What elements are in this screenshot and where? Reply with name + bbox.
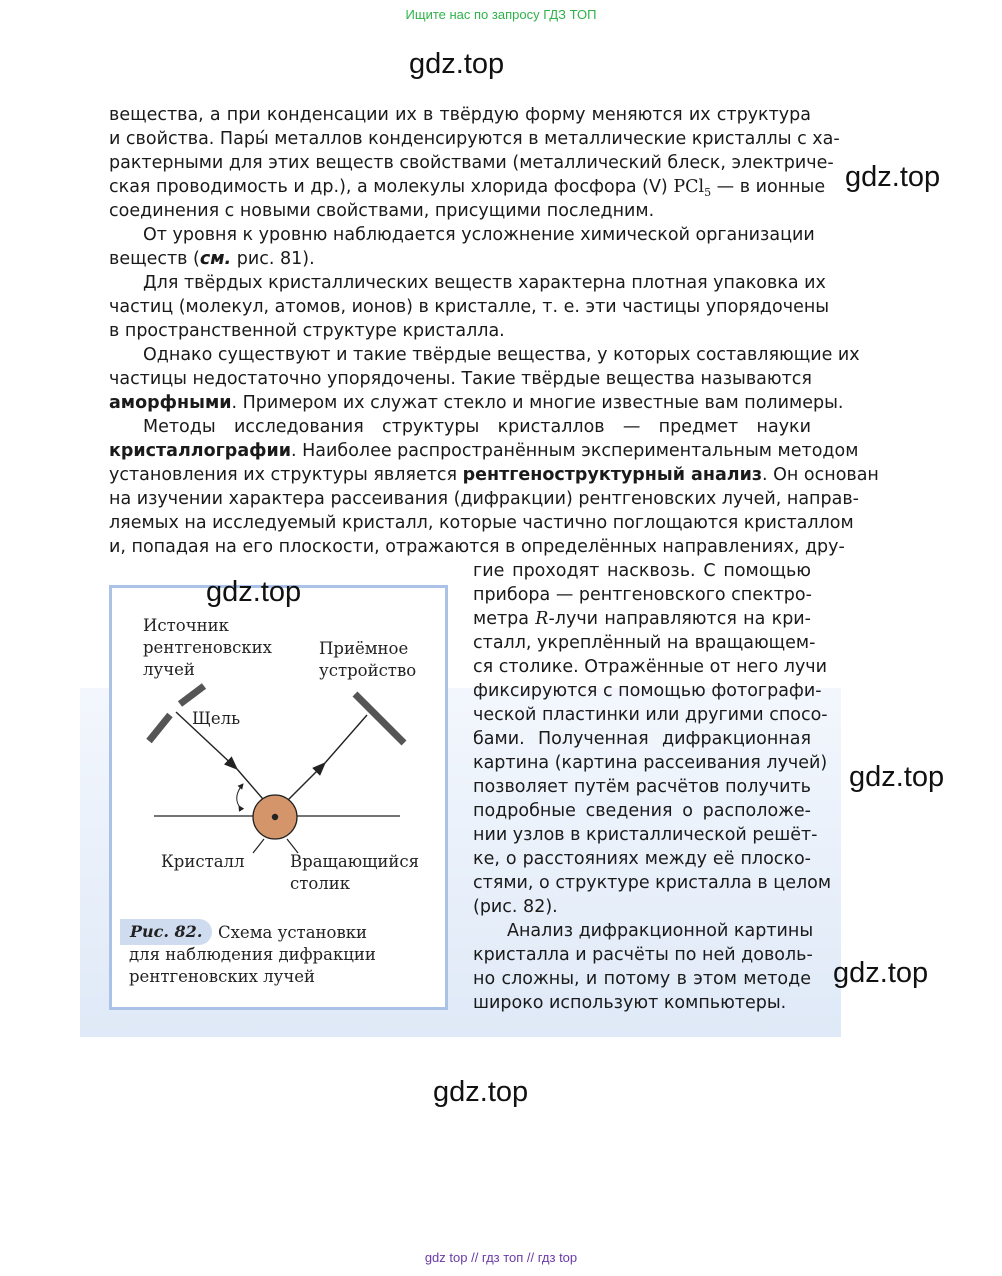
- text-line: позволяет путём расчётов получить: [473, 777, 811, 797]
- text-line: фиксируются с помощью фотографи-: [473, 681, 822, 701]
- text-line: соединения с новыми свойствами, присущими последним.: [109, 201, 655, 221]
- text-line: сталл, укреплённый на вращающем-: [473, 633, 816, 653]
- slit-plate: [149, 715, 170, 741]
- text-line: ке, о расстояниях между её плоско-: [473, 849, 811, 869]
- text-line: бами. Полученная дифракционная: [473, 729, 811, 749]
- text-line: ся столике. Отражённые от него лучи: [473, 657, 828, 677]
- figure-caption: для наблюдения дифракции: [129, 945, 376, 964]
- text-line: частицы недостаточно упорядочены. Такие твёрдые вещества называются: [109, 369, 812, 389]
- text-line: прибора — рентгеновского спектро-: [473, 585, 812, 605]
- text-line: (рис. 82).: [473, 897, 558, 917]
- receiver-plate: [355, 694, 404, 743]
- text-line: рактерными для этих веществ свойствами (металлический блеск, электриче-: [109, 153, 834, 173]
- formula-pcl5: PCl$_5$: [673, 177, 712, 199]
- label-rotating-table: Вращающийся: [290, 852, 420, 871]
- text-line: гие проходят насквозь. С помощью: [473, 561, 811, 581]
- figure-caption-tag: Рис. 82.: [120, 919, 212, 945]
- text-line: стями, о структуре кристалла в целом: [473, 873, 832, 893]
- watermark: gdz.top: [845, 161, 941, 193]
- figure-caption: рентгеновских лучей: [129, 967, 316, 986]
- term-amorphous: аморфными: [109, 393, 232, 413]
- watermark: gdz.top: [206, 576, 302, 608]
- figure-caption: Схема установки: [218, 923, 368, 942]
- watermark: gdz.top: [433, 1076, 529, 1108]
- text-line: веществ (см. рис. 81).: [109, 249, 315, 269]
- label-slit: Щель: [192, 709, 241, 728]
- text-line: Анализ дифракционной картины: [507, 921, 814, 941]
- footer-links[interactable]: gdz top // гдз топ // гдз top: [424, 1250, 578, 1265]
- text-line: и свойства. Пары́ металлов конденсируются в металлические кристаллы с ха-: [109, 129, 840, 149]
- label-receiver: устройство: [319, 661, 417, 680]
- text-line: От уровня к уровню наблюдается усложнение химической организации: [143, 225, 815, 245]
- text-line: широко используют компьютеры.: [473, 993, 787, 1013]
- label-source: Источник: [143, 616, 229, 635]
- text-line: картина (картина рассеивания лучей): [473, 753, 828, 773]
- text-line: частиц (молекул, атомов, ионов) в кристалле, т. е. эти частицы упорядочены: [109, 297, 830, 317]
- slit-plate: [180, 686, 204, 704]
- label-source: лучей: [143, 660, 195, 679]
- text-line: кристаллографии. Наиболее распространённым экспериментальным методом: [109, 441, 859, 461]
- watermark: gdz.top: [849, 761, 945, 793]
- text-line: нии узлов в кристаллической решёт-: [473, 825, 818, 845]
- text-line: кристалла и расчёты по ней доволь-: [473, 945, 813, 965]
- text-line: но сложны, и потому в этом методе: [473, 969, 811, 989]
- text-line: в пространственной структуре кристалла.: [109, 321, 505, 341]
- text-line: Для твёрдых кристаллических веществ характерна плотная упаковка их: [143, 273, 826, 293]
- label-receiver: Приёмное: [319, 639, 409, 658]
- watermark: gdz.top: [833, 957, 929, 989]
- text-line: аморфными. Примером их служат стекло и многие известные вам полимеры.: [109, 393, 844, 413]
- text-line: ляемых на исследуемый кристалл, которые частично поглощаются кристаллом: [109, 513, 854, 533]
- text-line: на изучении характера рассеивания (дифракции) рентгеновских лучей, направ-: [109, 489, 859, 509]
- label-rotating-table: столик: [290, 874, 351, 893]
- label-source: рентгеновских: [143, 638, 272, 657]
- text-line: подробные сведения о расположе-: [473, 801, 811, 821]
- term-xray-analysis: рентгеноструктурный анализ: [462, 465, 763, 485]
- term-crystallography: кристаллографии: [109, 441, 292, 461]
- text-line: вещества, а при конденсации их в твёрдую форму меняются их структура: [109, 105, 811, 125]
- text-line: Однако существуют и такие твёрдые вещества, у которых составляющие их: [143, 345, 860, 365]
- text-line: установления их структуры является рентгеноструктурный анализ. Он основан: [109, 465, 879, 485]
- figure-82: [109, 585, 448, 1010]
- text-line: ская проводимость и др.), а молекулы хлорида фосфора (V) PCl$_5$ — в ионные: [109, 177, 826, 199]
- text-line: Методы исследования структуры кристаллов — предмет науки: [143, 417, 811, 437]
- top-search-note: Ищите нас по запросу ГДЗ ТОП: [405, 7, 597, 22]
- text-line: и, попадая на его плоскости, отражаются в определённых направлениях, дру-: [109, 537, 845, 557]
- label-crystal: Кристалл: [161, 852, 245, 871]
- watermark: gdz.top: [409, 48, 505, 80]
- crystal-center: [272, 814, 278, 820]
- angle-arc: [237, 784, 243, 806]
- text-line: ческой пластинки или другими спосо-: [473, 705, 828, 725]
- text-line: метра R-лучи направляются на кри-: [473, 609, 811, 629]
